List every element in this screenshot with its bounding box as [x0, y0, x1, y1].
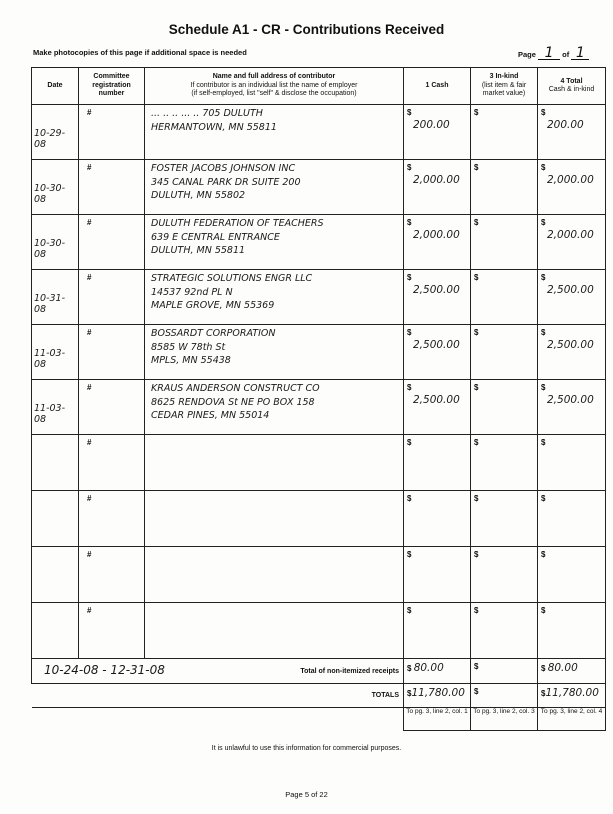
row-date[interactable]: 10-31-08 — [32, 270, 79, 325]
carry-spacer — [32, 708, 404, 731]
row-inkind[interactable]: $ — [471, 105, 538, 160]
row-cash[interactable]: $ — [404, 603, 471, 659]
row-committee[interactable]: # — [79, 270, 145, 325]
contributor-name: FOSTER JACOBS JOHNSON INC — [151, 163, 296, 174]
row-contributor[interactable] — [145, 491, 404, 547]
totals-inkind[interactable]: $ — [471, 684, 538, 708]
col-total-title: 4 Total — [560, 77, 583, 85]
row-committee[interactable]: # — [79, 435, 145, 491]
col-contributor-line3: (if self-employed, list "self" & disclose the occupation) — [191, 90, 357, 98]
carry-forward-row — [32, 708, 606, 731]
row-committee[interactable]: # — [79, 215, 145, 270]
table-row — [32, 270, 606, 325]
row-inkind[interactable]: $ — [471, 435, 538, 491]
col-inkind — [471, 68, 538, 105]
contributions-table — [31, 67, 606, 731]
row-total[interactable]: $ — [538, 435, 606, 491]
row-inkind[interactable]: $ — [471, 325, 538, 380]
total-amount: 2,000.00 — [547, 174, 594, 186]
contributor-city: DULUTH, MN 55802 — [151, 190, 246, 201]
row-cash[interactable]: $ 200.00 — [404, 105, 471, 160]
row-total[interactable]: $ — [538, 603, 606, 659]
contributor-city: HERMANTOWN, MN 55811 — [151, 121, 277, 133]
row-contributor[interactable] — [145, 603, 404, 659]
table-row — [32, 215, 606, 270]
row-date[interactable] — [32, 435, 79, 491]
nonitemized-label: Total of non-itemized receipts — [145, 659, 404, 684]
total-amount: 2,000.00 — [547, 229, 594, 241]
nonitemized-row — [32, 659, 606, 684]
total-amount: 2,500.00 — [547, 394, 594, 406]
form-title: Schedule A1 - CR - Contributions Received — [168, 22, 445, 37]
contributor-city: CEDAR PINES, MN 55014 — [151, 410, 270, 421]
row-total[interactable]: $ — [538, 547, 606, 603]
row-total[interactable]: $ 200.00 — [538, 105, 606, 160]
col-contributor-line2: If contributor is an individual list the name of employer — [190, 81, 358, 89]
col-total — [538, 68, 606, 105]
header-row — [32, 68, 606, 105]
totals-total[interactable]: $11,780.00 — [538, 684, 606, 708]
page-total-field[interactable]: 1 — [571, 48, 589, 60]
col-cash: 1 Cash — [404, 68, 471, 105]
contributor-city: DULUTH, MN 55811 — [151, 245, 246, 256]
col-total-sub: Cash & in-kind — [548, 86, 595, 93]
contributor-city: MPLS, MN 55438 — [151, 355, 231, 366]
table-row — [32, 325, 606, 380]
row-committee[interactable]: # — [79, 105, 145, 160]
contributor-name: DULUTH FEDERATION OF TEACHERS — [151, 218, 324, 229]
empty-row — [32, 547, 606, 603]
row-total[interactable]: $ 2,500.00 — [538, 380, 606, 435]
row-date[interactable] — [32, 547, 79, 603]
row-committee[interactable]: # — [79, 547, 145, 603]
table-row — [32, 160, 606, 215]
empty-row — [32, 435, 606, 491]
row-date[interactable] — [32, 603, 79, 659]
row-contributor[interactable] — [145, 547, 404, 603]
row-cash[interactable]: $ — [404, 491, 471, 547]
contributor-name: BOSSARDT CORPORATION — [151, 328, 276, 339]
row-inkind[interactable]: $ — [471, 215, 538, 270]
row-inkind[interactable]: $ — [471, 603, 538, 659]
contributor-city: MAPLE GROVE, MN 55369 — [151, 300, 275, 311]
contributor-name: KRAUS ANDERSON CONSTRUCT CO — [151, 383, 320, 394]
empty-row — [32, 491, 606, 547]
nonitemized-inkind[interactable]: $ — [471, 659, 538, 684]
row-inkind[interactable]: $ — [471, 547, 538, 603]
row-cash[interactable]: $ 2,000.00 — [404, 160, 471, 215]
nonitemized-total[interactable]: $ 80.00 — [538, 659, 606, 684]
of-label: of — [562, 50, 570, 59]
page-indicator — [518, 45, 589, 61]
nonitemized-cash[interactable]: $ 80.00 — [404, 659, 471, 684]
page-number-field[interactable]: 1 — [538, 48, 560, 60]
row-contributor[interactable] — [145, 435, 404, 491]
cash-amount: 2,500.00 — [413, 284, 460, 296]
totals-cash[interactable]: $11,780.00 — [404, 684, 471, 708]
row-date[interactable] — [32, 491, 79, 547]
col-committee: Committee registration number — [79, 68, 145, 105]
total-amount: 2,500.00 — [547, 284, 594, 296]
carry-total: To pg. 3, line 2, col. 4 — [538, 708, 606, 731]
row-committee[interactable]: # — [79, 380, 145, 435]
row-total[interactable]: $ 2,000.00 — [538, 160, 606, 215]
row-cash[interactable]: $ 2,500.00 — [404, 325, 471, 380]
row-contributor[interactable] — [145, 105, 404, 160]
row-committee[interactable]: # — [79, 603, 145, 659]
contributor-name: STRATEGIC SOLUTIONS ENGR LLC — [151, 273, 313, 284]
row-cash[interactable]: $ 2,000.00 — [404, 215, 471, 270]
table-row — [32, 380, 606, 435]
col-inkind-sub: (list item & fair market value) — [481, 81, 527, 98]
table-row — [32, 105, 606, 160]
totals-row — [32, 684, 606, 708]
contributor-address: 345 CANAL PARK DR SUITE 200 — [151, 176, 301, 188]
carry-inkind: To pg. 3, line 2, col. 3 — [471, 708, 538, 731]
row-date[interactable]: 10-29-08 — [32, 105, 79, 160]
reporting-period[interactable]: 10-24-08 - 12-31-08 — [32, 659, 145, 684]
row-contributor[interactable] — [145, 325, 404, 380]
row-total[interactable]: $ 2,500.00 — [538, 325, 606, 380]
cash-amount: 2,000.00 — [413, 229, 460, 241]
row-date[interactable]: 10-30-08 — [32, 160, 79, 215]
cash-amount: 2,500.00 — [413, 339, 460, 351]
totals-label: TOTALS — [32, 684, 404, 708]
page-label: Page — [518, 50, 536, 59]
nonitemized-total-value: 80.00 — [547, 662, 578, 674]
totals-total-value: 11,780.00 — [545, 687, 599, 699]
page-footer: Page 5 of 22 — [285, 790, 328, 799]
row-inkind[interactable]: $ — [471, 160, 538, 215]
col-date: Date — [32, 68, 79, 105]
contributor-address: 8625 RENDOVA St NE PO BOX 158 — [151, 396, 315, 408]
col-contributor-title: Name and full address of contributor — [212, 73, 336, 81]
row-committee[interactable]: # — [79, 160, 145, 215]
totals-cash-value: 11,780.00 — [411, 687, 465, 699]
row-cash[interactable]: $ — [404, 547, 471, 603]
row-total[interactable]: $ 2,500.00 — [538, 270, 606, 325]
empty-row — [32, 603, 606, 659]
carry-cash: To pg. 3, line 2, col. 1 — [404, 708, 471, 731]
row-contributor[interactable] — [145, 215, 404, 270]
contributor-address: 639 E CENTRAL ENTRANCE — [151, 231, 280, 243]
row-date[interactable]: 10-30-08 — [32, 215, 79, 270]
photocopy-note: Make photocopies of this page if additional space is needed — [33, 48, 247, 57]
row-total[interactable]: $ — [538, 491, 606, 547]
row-cash[interactable]: $ 2,500.00 — [404, 270, 471, 325]
row-committee[interactable]: # — [79, 325, 145, 380]
cash-amount: 200.00 — [413, 119, 450, 131]
contributor-address: 14537 92nd PL N — [151, 286, 233, 298]
legal-notice: It is unlawful to use this information for commercial purposes. — [211, 745, 402, 752]
nonitemized-cash-value: 80.00 — [413, 662, 444, 674]
row-date[interactable]: 11-03-08 — [32, 380, 79, 435]
row-inkind[interactable]: $ — [471, 270, 538, 325]
row-contributor[interactable] — [145, 380, 404, 435]
row-contributor[interactable] — [145, 270, 404, 325]
total-amount: 2,500.00 — [547, 339, 594, 351]
total-amount: 200.00 — [547, 119, 584, 131]
row-inkind[interactable]: $ — [471, 491, 538, 547]
cash-amount: 2,000.00 — [413, 174, 460, 186]
cash-amount: 2,500.00 — [413, 394, 460, 406]
row-contributor[interactable] — [145, 160, 404, 215]
contributor-address: 8585 W 78th St — [151, 341, 226, 353]
row-cash[interactable]: $ 2,500.00 — [404, 380, 471, 435]
row-inkind[interactable]: $ — [471, 380, 538, 435]
row-committee[interactable]: # — [79, 491, 145, 547]
row-cash[interactable]: $ — [404, 435, 471, 491]
row-total[interactable]: $ 2,000.00 — [538, 215, 606, 270]
contributor-name: ... .. .. ... .. 705 DULUTH — [151, 108, 263, 119]
col-inkind-title: 3 In-kind — [489, 73, 519, 81]
row-date[interactable]: 11-03-08 — [32, 325, 79, 380]
col-contributor — [145, 68, 404, 105]
